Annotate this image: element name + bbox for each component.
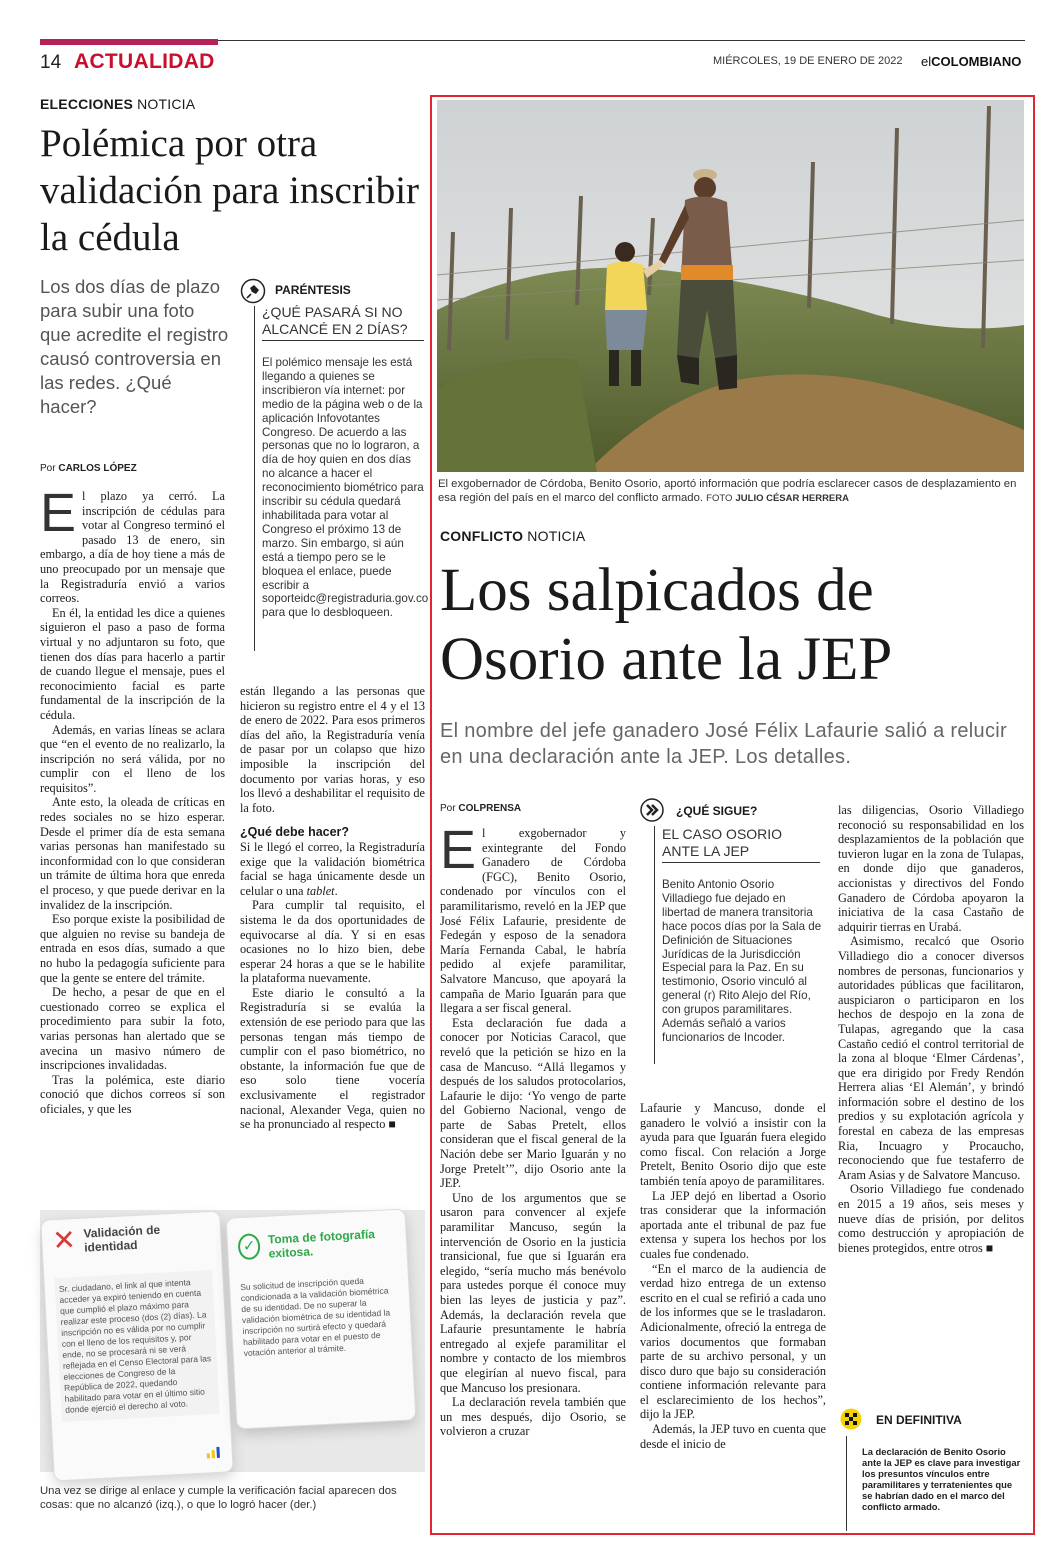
right-lede: El nombre del jefe ganadero José Félix Lafaurie salió a relucir en una declaración ante la JEP. Los detalles.: [440, 720, 1007, 768]
que-sigue-text: Benito Antonio Osorio Villadiego fue dejado en libertad de manera transitoria hace pocos días por la Sala de Definición de Situaciones Jurídicas de la Jurisdicción Especial para la Paz. En su testimonio, Osorio vinculó al general (r) Rito Alejo del Río, con grupos paramilitares. Además señaló a varios funcionarios de Incoder.: [662, 878, 822, 1044]
cards-caption: Una vez se dirige al enlace y cumple la verificación facial aparecen dos cosas: que no alcanzó (izq.), o que lo logró hacer (der.): [40, 1485, 397, 1511]
right-byline: Por COLPRENSA: [440, 803, 522, 814]
right-column-3: las diligencias, Osorio Villadiego reconoció su responsabilidad en los desplazamientos de la población que tuvieron lugar en la zona de Tulapas, en donde dijo que ganaderos, accionistas y directivos del Fondo Ganadero de Córdoba apoyaron la iniciativa de la casa Castaño de adquirir tierras en Urabá. Asimismo, recalcó que Osorio Villadiego dio a conocer diversos nombres de personas, funcionarios y autoridades públicas que facilitaron, auspiciaron o participaron en los hechos de despojo en la zona de Tulapas, agregando que la casa Castaño cedió el control territorial de la zona al bloque ‘Elmer Cárdenas’, que era dirigido por Fredy Rendón Herrera alias ‘El Alemán’, y brindó información sobre el destino de los predios y su explotación agrícola y forestal en cabeza de las empresas Ria, Incuagro y Procaucho, reconociendo que fue testaferro de Aram Asias y de Salvatore Mancuso. Osorio Villadiego fue condenado en 2015 a 19 años, seis meses y nueve días de prisión, por delitos como destrucción y apropiación de bienes protegidos, entre otros ■: [838, 803, 1024, 1255]
que-sigue-rule: [654, 826, 655, 1064]
left-column-1: El plazo ya cerró. La inscripción de cédulas para votar al Congreso terminó el pasado 13 de enero, sin embargo, a día de hoy tiene a más de uno preocupado por un mensaje que la Registraduría envió a varios correos. En él, la entidad les dice a quienes siguieron el paso a paso de forma virtual y no adjuntaron su foto, que tienen dos días para hacerlo a partir de cuando llegue el mensaje, pues el reconocimiento facial es parte fundamental de la inscripción de la cédula. Además, en varias líneas se aclara que “en el evento de no realizarlo, la inscripción no será válida, por no cumplir con el lleno de los requisitos”. Ante esto, la oleada de críticas en redes sociales no se hizo esperar. Desde el primer día de esta semana varias personas han manifestado su inconformidad con lo que consideran un trámite de última hora que enreda el proceso, y que puede derivar en la invalidez de la inscripción. Eso porque existe la posibilidad de que alguien no revise su bandeja de entrada en esos días, sumado a que no hubo la pedagogía suficiente para que la gente se entere del trámite. De hecho, a pesar de que en el cuestionado correo se explica el procedimiento para subir la foto, varias personas han alertado que se avecina un masivo número de inscripciones invalidadas. Tras la polémica, este diario conoció que dichos correos sí son oficiales, y que les: [40, 483, 225, 1116]
right-headline: Los salpicados de Osorio ante la JEP: [440, 557, 893, 693]
pin-icon: [240, 278, 270, 304]
left-subhead: ¿Qué debe hacer?: [240, 825, 350, 840]
dropcap: E: [440, 820, 477, 880]
card-validation-failed: ✕ Validación de identidad Sr. ciudadano, el link al que intenta acceder ya expiró teniendo en cuenta que cumplió el plazo máximo para realizar este proceso (dos (2) días). La inscripción no es válida por no cumplir con el lleno de los requisitos y, por ende, no se procesará ni se verá reflejada en el Censo Electoral para las elecciones de Congreso de la República de 2022, quedando habilitado para votar en el último sitio donde ejerció el derecho al voto.: [41, 1212, 232, 1481]
que-sigue-label: ¿QUÉ SIGUE?: [676, 804, 758, 818]
article-photo: [437, 100, 1024, 472]
x-icon: ✕: [51, 1223, 77, 1258]
left-byline: Por CARLOS LÓPEZ: [40, 463, 137, 474]
sidebox-text: El polémico mensaje les está llegando a quienes se inscribieron vía internet: por medio de la página web o de la aplicación Infovotantes Congreso. De acuerdo a las personas que no lo lograron, a día de hoy quien en dos días no alcance a hacer el reconocimiento biométrico para inscribir su cédula quedará inhabilitada para votar al Congreso el próximo 13 de marzo. Sin embargo, si aún está a tiempo pero se le bloquea el enlace, puede escribir a soporteidc@registraduria.gov.co para que lo desbloqueen.: [262, 356, 429, 620]
sidebox-rule: [254, 306, 255, 651]
left-column-2: están llegando a las personas que hicieron su registro entre el 4 y el 13 de enero de 2022. Para esos primeros días del año, la Registraduría venía de pasar por un colapso que hizo imposible la inscripción del documento por varias horas, y eso los llevó a deshabilitar el requisito de la foto. ¿Qué debe hacer? Si le llegó el correo, la Registraduría exige que la validación biométrica facial se haga únicamente desde un celular o una tablet. Para cumplir tal requisito, el sistema le da dos oportunidades de equivocarse al día. Y si en esas ocasiones no lo hizo bien, debe esperar 24 horas a que se le habilite la plataforma nuevamente. Este diario le consultó a la Registraduría si se evalúa la extensión de ese periodo para que las personas tengan más tiempo de cumplir con el paso biométrico, no obstante, la información fue que de eso solo tiene vocería exclusivamente el registrador nacional, Alexander Vega, quien no se ha pronunciado al respecto ■: [240, 684, 425, 1132]
card-photo-success: ✓ Toma de fotografía exitosa. Su solicitud de inscripción queda condicionada a la validación biométrica de su identidad. De no superar la validación biométrica de su identidad la inscripción no surtirá efecto y quedará habilitado para votar en el puesto de votación anterior al trámite.: [227, 1209, 416, 1428]
en-definitiva-text: La declaración de Benito Osorio ante la JEP es clave para investigar los presuntos vínculos entre paramilitares y terratenientes que se habrían dado en el marco del conflicto armado.: [862, 1446, 1021, 1512]
right-kicker: CONFLICTO NOTICIA: [440, 528, 586, 544]
right-column-1: El exgobernador y exintegrante del Fondo Ganadero de Córdoba (FGC), Benito Osorio, condenado por vínculos con el paramilitarismo, reveló en la JEP que José Félix Lafaurie, presidente de Fedegán y esposo de la senadora María Fernanda Cabal, le habría pedido al exjefe paramilitar, Salvatore Mancuso, que apoyará la campaña de Mario Iguarán para que llegara a ser fiscal general. Esta declaración fue dada a conocer por Noticias Caracol, que reveló que la petición se hizo en la casa de Mancuso. “Allá llegamos y después de los saludos protocolarios, Lafaurie le dijo: ‘Yo vengo de parte del Gobierno Nacional, vengo de parte de Sabas Pretelt, ellos consideran que el fiscal general de la Nación debe ser Mario Iguarán y no Jorge Pretelt’”, dijo Osorio ante la JEP. Uno de los argumentos que se usaron para convencer al exjefe paramilitar Mancuso, según la intervención de Osorio en la justicia transicional, fue que si Iguarán era elegido, “sería mucho más benévolo para ustedes porque él conoce muy bien las leyes de justicia y paz”. Además, la declaración revela que Lafaurie presuntamente le habría entregado al exjefe paramilitar el nombre y contacto de los miembros que elegirían al nuevo fiscal, para que Mancuso los presionara. La declaración revela también que un mes después, dijo Osorio, se volvieron a cruzar: [440, 820, 626, 1439]
left-headline: Polémica por otra validación para inscribir la cédula: [40, 122, 420, 259]
right-column-2: Lafaurie y Mancuso, donde el ganadero le volvió a insistir con la ayuda para que Iguarán fuera elegido como fiscal. Con relación a Jorge Pretelt, Benito Osorio dijo que este también tenía apoyo de paramilitares. La JEP dejó en libertad a Osorio tras considerar que la información aportada ante el tribunal de paz fue extensa y supera los hechos por los cuales fue condenado. “En el marco de la audiencia de verdad hizo entrega de un extenso escrito en el cual se refirió a cada uno de los informes que se le trasladaron. Adicionalmente, ofreció la entrega de varios documentos que formaban parte de su archivo personal, y un disco duro que bajo su consideración contiene información relevante para el esclarecimiento de los hechos”, dijo la JEP. Además, la JEP tuvo en cuenta que desde el inicio de: [640, 1101, 826, 1451]
page-number: 14: [40, 52, 62, 73]
en-definitiva-label: EN DEFINITIVA: [876, 1413, 962, 1427]
que-sigue-title: EL CASO OSORIO ANTE LA JEP: [662, 826, 820, 863]
brand-logo: elCOLOMBIANO: [921, 54, 1022, 69]
left-kicker: ELECCIONES NOTICIA: [40, 96, 196, 112]
section-accent-bar: [40, 39, 218, 45]
en-definitiva-rule: [846, 1436, 850, 1531]
sidebox-label: PARÉNTESIS: [275, 283, 351, 297]
double-chevron-icon: [640, 798, 666, 824]
bar-chart-icon: [206, 1447, 220, 1459]
section-title: ACTUALIDAD: [74, 50, 215, 73]
left-lede: Los dos días de plazo para subir una foto que acredite el registro causó controversia en las redes. ¿Qué hacer?: [40, 276, 229, 417]
sidebox-title: ¿QUÉ PASARÁ SI NO ALCANCÉ EN 2 DÍAS?: [262, 304, 424, 341]
dropcap: E: [40, 483, 77, 543]
checkered-icon: [840, 1408, 864, 1432]
photo-caption: El exgobernador de Córdoba, Benito Osorio, aportó información que podría esclarecer casos de desplazamiento en esa región del país en el marco del conflicto armado. FOTO JULIO CÉSAR HERRERA: [438, 478, 1017, 504]
check-circle-icon: ✓: [237, 1233, 260, 1260]
issue-date: MIÉRCOLES, 19 DE ENERO DE 2022: [713, 55, 903, 67]
